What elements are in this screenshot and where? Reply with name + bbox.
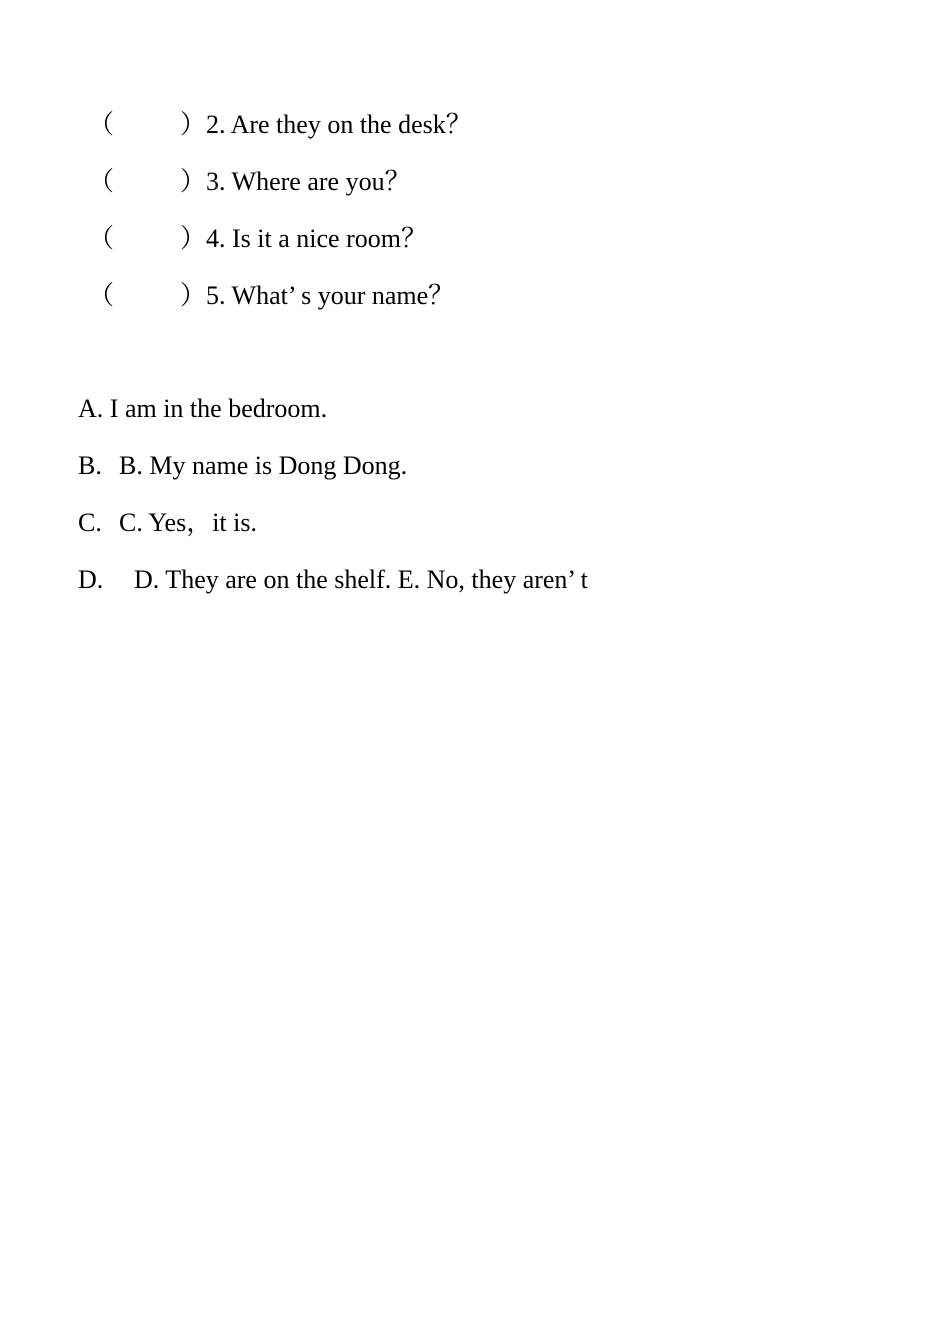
question-3 [88,165,411,199]
answer-blank-open: （ [88,224,115,253]
option-letter: D. [78,565,104,594]
question-4 [88,222,427,256]
question-text: 4. Is it a nice room？ [206,224,427,253]
option-letter: A. [78,394,104,423]
option-a [78,392,327,426]
question-text: 2. Are they on the desk？ [206,110,472,139]
option-text: D. They are on the shelf. E. No, they aren’ t [134,565,588,594]
question-5 [88,279,454,313]
option-text: C. Yes，it is. [119,508,257,537]
question-text: 3. Where are you？ [206,167,411,196]
answer-blank-close: ） [180,167,207,196]
option-c [78,506,257,540]
answer-blank-open: （ [88,281,115,310]
option-text: B. My name is Dong Dong. [119,451,408,480]
option-b [78,449,407,483]
answer-blank-open: （ [88,110,115,139]
answer-blank-open: （ [88,167,115,196]
option-letter: B. [78,451,102,480]
answer-blank-close: ） [180,224,207,253]
answer-blank-close: ） [180,281,207,310]
answer-blank-close: ） [180,110,207,139]
question-2 [88,108,472,142]
option-text: I am in the bedroom. [109,394,328,423]
question-text: 5. What’ s your name？ [206,281,455,310]
option-d [78,563,588,597]
option-letter: C. [78,508,102,537]
